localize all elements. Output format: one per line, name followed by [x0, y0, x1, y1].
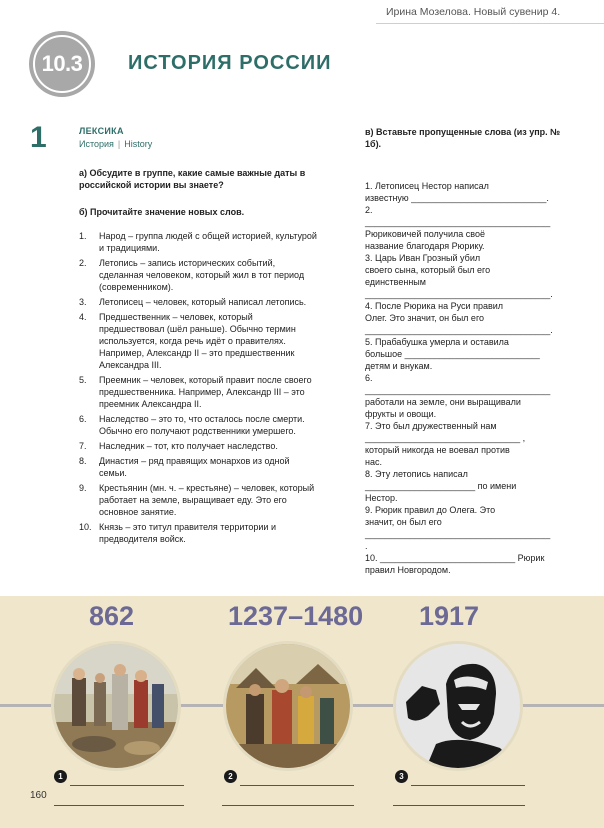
fill-in-line: название благодаря Рюрику. [365, 241, 485, 251]
fill-in-line: единственным [365, 277, 426, 287]
fill-in-line: 6. _____________________________________ [365, 373, 551, 395]
vocab-item [79, 311, 319, 371]
fill-in-line: нас. [365, 457, 382, 467]
running-head: Ирина Мозелова. Новый сувенир 4. [376, 0, 604, 24]
vocab-number: 10. [79, 522, 92, 532]
vocab-definition: Летописец – человек, который написал летопись. [99, 297, 307, 307]
vocab-number: 5. [79, 375, 87, 385]
fill-in-line: _____________________________________ . [365, 529, 551, 551]
vocab-number: 3. [79, 297, 87, 307]
divider: | [117, 139, 121, 149]
answer-marker: 3 [395, 770, 408, 783]
vocab-list [79, 230, 319, 548]
task-b: б) Прочитайте значение новых слов. [79, 207, 245, 217]
task-a: а) Обсудите в группе, какие самые важные даты в российской истории вы знаете? [79, 168, 306, 190]
fill-in-line: 10. ___________________________ Рюрик [365, 553, 545, 563]
answer-marker: 1 [54, 770, 67, 783]
vocab-item [79, 296, 319, 308]
vocab-item [79, 455, 319, 479]
timeline-band [0, 596, 604, 828]
portrait-lenin [393, 641, 523, 771]
vocab-definition: Преемник – человек, который правит после своего предшественника. Например, Александр III – это преемник Александра II. [99, 375, 312, 409]
vocab-number: 2. [79, 258, 87, 268]
fill-in-line: фрукты и овощи. [365, 409, 437, 419]
fill-in-line: Нестор. [365, 493, 398, 503]
fill-in-line: _______________________________ , [365, 433, 526, 443]
fill-in-line: Олег. Это значит, он был его [365, 313, 485, 323]
fill-in-line: 9. Рюрик правил до Олега. Это [365, 505, 496, 515]
painting-calling-of-varangians [51, 641, 181, 771]
task-c: в) Вставьте пропущенные слова (из упр. № 1б). [365, 127, 561, 149]
vocab-number: 1. [79, 231, 87, 241]
vocab-definition: Крестьянин (мн. ч. – крестьяне) – человек, который работает на земле, выращивает еду. Это его основное занятие. [99, 483, 315, 517]
fill-in-exercise [365, 180, 553, 576]
fill-in-line: 8. Эту летопись написал [365, 469, 468, 479]
answer-line[interactable] [393, 805, 525, 806]
fill-in-line: своего сына, который был его [365, 265, 491, 275]
fill-in-line: 3. Царь Иван Грозный убил [365, 253, 481, 263]
unit-badge [29, 31, 95, 97]
vocab-definition: Предшественник – человек, который предшествовал (шёл раньше). Обычно термин используется, когда речь идёт о правителях. Например, Александр II – это предшественник Александра III. [99, 312, 296, 370]
fill-in-line: 7. Это был дружественный нам [365, 421, 497, 431]
fill-in-line: правил Новгородом. [365, 565, 451, 575]
vocab-number: 6. [79, 414, 87, 424]
fill-in-line: ______________________ по имени [365, 481, 517, 491]
vocab-definition: Наследник – тот, кто получает наследство. [99, 441, 278, 451]
fill-in-line: детям и внукам. [365, 361, 433, 371]
fill-in-line: 4. После Рюрика на Руси правил [365, 301, 504, 311]
page-number: 160 [30, 790, 47, 801]
year-label: 1237–1480 [228, 601, 364, 631]
section-sub-ru: История [79, 139, 114, 149]
painting-golden-horde [223, 641, 353, 771]
year-label: 1917 [419, 601, 480, 631]
vocab-definition: Народ – группа людей с общей историей, культурой и традициями. [99, 231, 317, 253]
answer-marker: 2 [224, 770, 237, 783]
answer-line[interactable] [240, 785, 354, 786]
fill-in-line: работали на земле, они выращивали [365, 397, 521, 407]
vocab-number: 4. [79, 312, 87, 322]
vocab-item [79, 257, 319, 293]
vocab-definition: Летопись – запись исторических событий, сделанная человеком, который жил в тот период (современником). [99, 258, 305, 292]
fill-in-line: 5. Прабабушка умерла и оставила [365, 337, 509, 347]
vocab-definition: Династия – ряд правящих монархов из одной семьи. [99, 456, 290, 478]
section-sub-en: History [124, 139, 153, 149]
exercise-number: 1 [30, 121, 47, 154]
vocab-item [79, 374, 319, 410]
vocab-number: 9. [79, 483, 87, 493]
section-subtitle [79, 139, 152, 149]
year-label: 862 [89, 601, 135, 631]
fill-in-line: значит, он был его [365, 517, 442, 527]
unit-title: ИСТОРИЯ РОССИИ [128, 52, 332, 74]
fill-in-line: большое ___________________________ [365, 349, 540, 359]
fill-in-line: 1. Летописец Нестор написал [365, 181, 489, 191]
fill-in-line: _____________________________________. [365, 325, 553, 335]
fill-in-line: который никогда не воевал против [365, 445, 510, 455]
fill-in-line: известную ___________________________. [365, 193, 549, 203]
unit-number: 10.3 [33, 35, 91, 93]
section-title: ЛЕКСИКА [79, 126, 124, 136]
vocab-item [79, 230, 319, 254]
vocab-item [79, 482, 319, 518]
vocab-number: 7. [79, 441, 87, 451]
answer-line[interactable] [411, 785, 525, 786]
fill-in-line: _____________________________________. [365, 289, 553, 299]
fill-in-line: Рюриковичей получила своё [365, 229, 485, 239]
vocab-number: 8. [79, 456, 87, 466]
answer-line[interactable] [54, 805, 184, 806]
vocab-definition: Князь – это титул правителя территории и предводителя войск. [99, 522, 276, 544]
answer-line[interactable] [222, 805, 354, 806]
vocab-item [79, 521, 319, 545]
vocab-item [79, 440, 319, 452]
answer-line[interactable] [70, 785, 184, 786]
vocab-definition: Наследство – это то, что осталось после смерти. Обычно его получают родственники умершего. [99, 414, 305, 436]
fill-in-line: 2. _____________________________________ [365, 205, 551, 227]
vocab-item [79, 413, 319, 437]
